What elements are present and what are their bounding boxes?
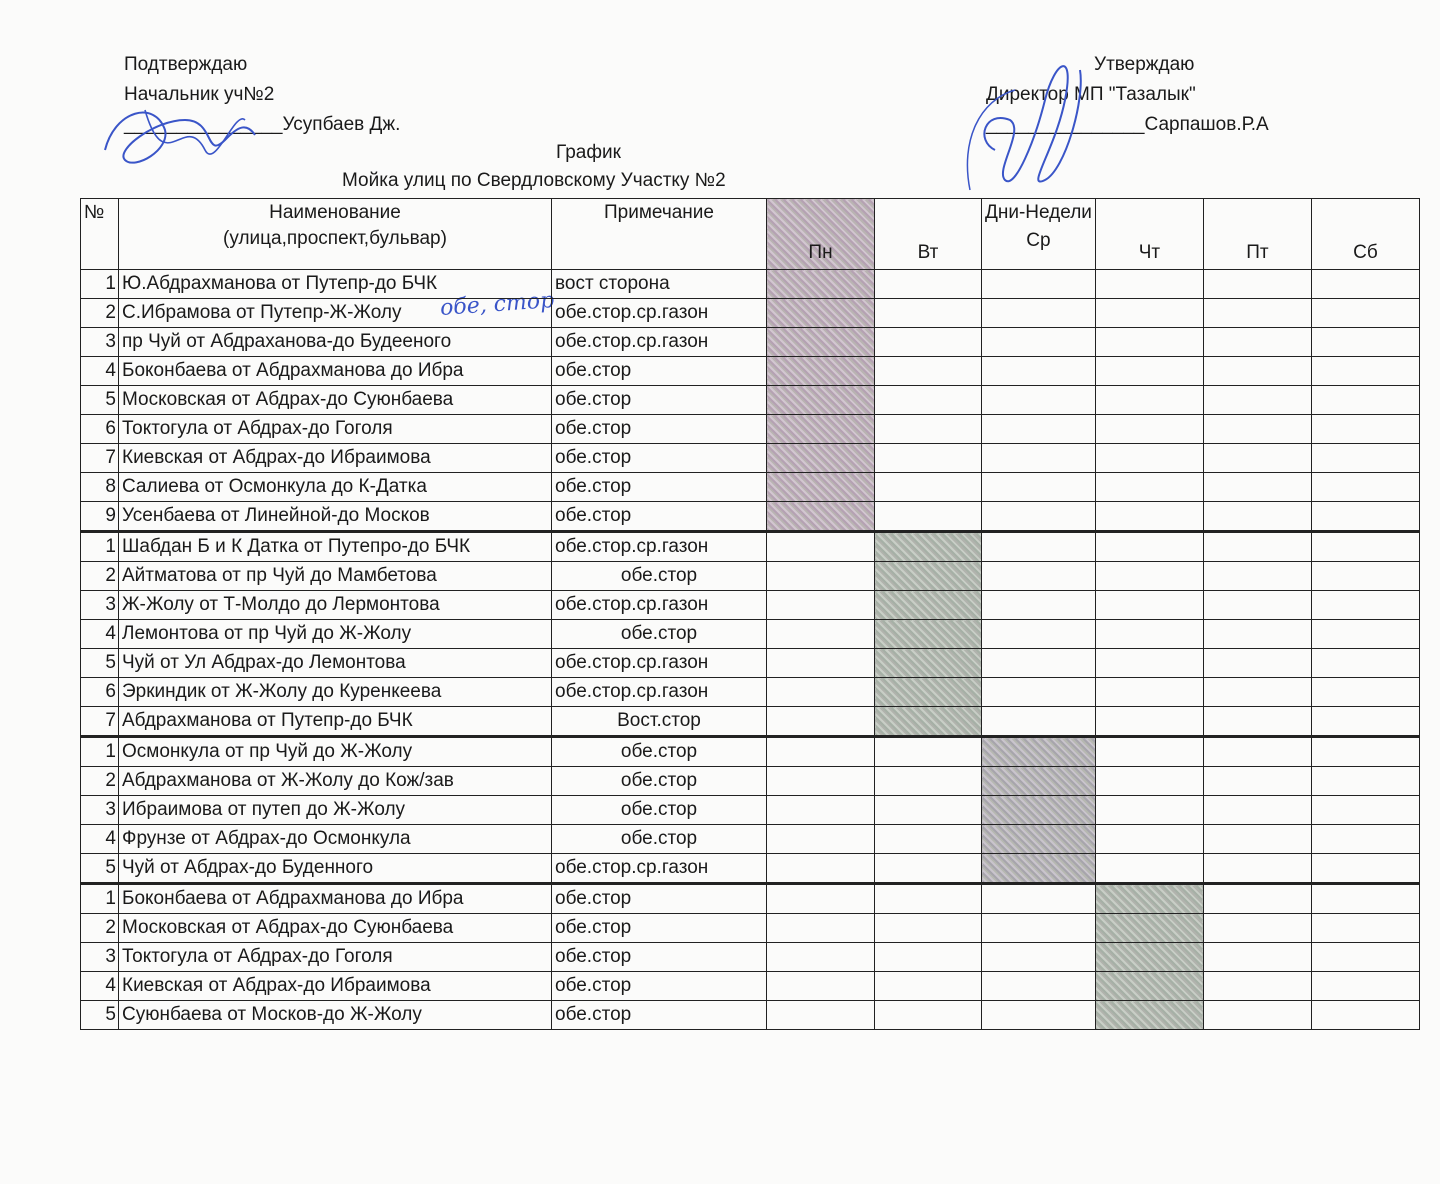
table-row: [81, 357, 1420, 386]
row-note: обе.стор: [552, 914, 767, 943]
row-number: 1: [81, 884, 119, 914]
handwritten-note: обе, стор: [439, 288, 555, 321]
row-number: 5: [81, 386, 119, 415]
day-cell: [1095, 473, 1203, 502]
day-cell: [982, 357, 1096, 386]
day-cell: [1203, 620, 1311, 649]
approval-left-line3: _______________Усупбаев Дж.: [124, 114, 401, 135]
row-number: 2: [81, 767, 119, 796]
street-name: Айтматова от пр Чуй до Мамбетова: [119, 562, 552, 591]
row-note: обе.стор: [552, 825, 767, 854]
street-name: Салиева от Осмонкула до К-Датка: [119, 473, 552, 502]
table-row: [81, 737, 1420, 767]
row-note: Вост.стор: [552, 707, 767, 737]
day-cell: [767, 562, 875, 591]
day-cell: [875, 415, 982, 444]
day-cell: [1203, 270, 1311, 299]
table-row: [81, 415, 1420, 444]
street-name: Ибраимова от путеп до Ж-Жолу: [119, 796, 552, 825]
days-of-week-label: Дни-Недели: [985, 202, 1092, 223]
day-cell: [875, 444, 982, 473]
row-number: 3: [81, 591, 119, 620]
day-cell: [1311, 386, 1419, 415]
row-number: 7: [81, 707, 119, 737]
col-name-header: Наименование (улица,проспект,бульвар): [119, 199, 552, 270]
signature-left: [95, 90, 295, 190]
row-note: обе.стор: [552, 415, 767, 444]
row-note: обе.стор: [552, 562, 767, 591]
day-cell: [1203, 532, 1311, 562]
row-number: 3: [81, 943, 119, 972]
table-row: [81, 328, 1420, 357]
table-row: [81, 943, 1420, 972]
day-cell: [1311, 767, 1419, 796]
day-cell: [1311, 707, 1419, 737]
day-cell-marked: [767, 473, 875, 502]
day-cell-marked: [767, 299, 875, 328]
approval-right-line3: _______________Сарпашов.Р.А: [986, 114, 1269, 135]
day-cell: [875, 914, 982, 943]
day-cell: [875, 386, 982, 415]
day-cell: [982, 270, 1096, 299]
approval-left-line2: Начальник уч№2: [124, 84, 275, 105]
day-cell: [875, 943, 982, 972]
day-cell: [1203, 767, 1311, 796]
day-cell: [1311, 532, 1419, 562]
table-row: [81, 914, 1420, 943]
day-cell: [767, 591, 875, 620]
day-cell: [1311, 825, 1419, 854]
street-name: Абдрахманова от Ж-Жолу до Кож/зав: [119, 767, 552, 796]
day-cell: [767, 737, 875, 767]
day-cell: [1203, 299, 1311, 328]
row-note: обе.стор.ср.газон: [552, 328, 767, 357]
signature-right: [955, 40, 1095, 200]
street-name: Эркиндик от Ж-Жолу до Куренкеева: [119, 678, 552, 707]
approval-right-line2: Директор МП "Тазалык": [986, 84, 1196, 105]
day-cell: [1095, 854, 1203, 884]
col-note-header: Примечание: [552, 199, 767, 270]
row-note: обе.стор.ср.газон: [552, 532, 767, 562]
day-cell: [1095, 415, 1203, 444]
street-name: Шабдан Б и К Датка от Путепро-до БЧК: [119, 532, 552, 562]
day-cell: [767, 854, 875, 884]
street-name: Суюнбаева от Москов-до Ж-Жолу: [119, 1001, 552, 1030]
day-cell: [1095, 707, 1203, 737]
day-cell: [875, 796, 982, 825]
day-cell: [1311, 473, 1419, 502]
street-name: Токтогула от Абдрах-до Гоголя: [119, 943, 552, 972]
day-cell: [982, 444, 1096, 473]
day-cell-marked: [767, 444, 875, 473]
day-cell: [1311, 737, 1419, 767]
row-note: обе.стор.ср.газон: [552, 854, 767, 884]
row-number: 1: [81, 532, 119, 562]
row-number: 5: [81, 649, 119, 678]
day-cell: [1203, 591, 1311, 620]
street-name: Киевская от Абдрах-до Ибраимова: [119, 972, 552, 1001]
row-note: обе.стор.ср.газон: [552, 678, 767, 707]
day-cell-marked: [875, 678, 982, 707]
street-name: Киевская от Абдрах-до Ибраимова: [119, 444, 552, 473]
row-note: обе.стор: [552, 972, 767, 1001]
day-cell: [1311, 620, 1419, 649]
day-cell: [875, 270, 982, 299]
row-note: обе.стор: [552, 1001, 767, 1030]
day-cell: [1095, 299, 1203, 328]
day-cell: [982, 415, 1096, 444]
day-header-thu: Чт: [1095, 199, 1203, 270]
day-cell-marked: [1095, 914, 1203, 943]
day-cell: [1095, 270, 1203, 299]
day-cell: [767, 884, 875, 914]
day-cell: [1095, 767, 1203, 796]
row-note: обе.стор: [552, 473, 767, 502]
day-cell-marked: [767, 328, 875, 357]
table-row: [81, 473, 1420, 502]
day-cell: [1203, 502, 1311, 532]
day-cell: [982, 943, 1096, 972]
schedule-table: [80, 198, 1420, 1030]
day-cell: [982, 1001, 1096, 1030]
day-cell-marked: [875, 562, 982, 591]
day-cell: [875, 328, 982, 357]
day-cell: [1203, 386, 1311, 415]
day-cell-marked: [1095, 1001, 1203, 1030]
street-name: Осмонкула от пр Чуй до Ж-Жолу: [119, 737, 552, 767]
day-cell: [1311, 444, 1419, 473]
day-cell-marked: [875, 591, 982, 620]
day-cell: [982, 386, 1096, 415]
day-cell: [982, 473, 1096, 502]
day-cell: [767, 620, 875, 649]
street-name: Боконбаева от Абдрахманова до Ибра: [119, 884, 552, 914]
table-row: [81, 649, 1420, 678]
day-cell-marked: [875, 707, 982, 737]
day-cell: [1311, 502, 1419, 532]
day-cell: [875, 854, 982, 884]
day-cell: [1095, 678, 1203, 707]
day-cell-marked: [982, 796, 1096, 825]
day-cell-marked: [875, 620, 982, 649]
day-header-mon: Пн: [767, 199, 875, 270]
day-cell: [1311, 299, 1419, 328]
street-name: Боконбаева от Абдрахманова до Ибра: [119, 357, 552, 386]
day-cell: [1203, 854, 1311, 884]
street-name: Московская от Абдрах-до Суюнбаева: [119, 386, 552, 415]
row-note: обе.стор: [552, 502, 767, 532]
approval-left-line1: Подтверждаю: [124, 54, 248, 75]
day-cell: [1203, 357, 1311, 386]
street-name: Московская от Абдрах-до Суюнбаева: [119, 914, 552, 943]
row-note: обе.стор: [552, 943, 767, 972]
day-cell-marked: [1095, 943, 1203, 972]
day-cell: [767, 767, 875, 796]
day-cell: [1311, 854, 1419, 884]
row-note: обе.стор: [552, 767, 767, 796]
day-header-wed: Дни-Недели Ср: [982, 199, 1096, 270]
table-row: [81, 678, 1420, 707]
row-number: 5: [81, 1001, 119, 1030]
table-row: [81, 796, 1420, 825]
day-cell: [982, 649, 1096, 678]
table-row: [81, 854, 1420, 884]
day-cell: [1311, 796, 1419, 825]
day-cell: [875, 357, 982, 386]
day-cell-marked: [767, 386, 875, 415]
row-note: обе.стор: [552, 444, 767, 473]
row-number: 5: [81, 854, 119, 884]
table-row: [81, 270, 1420, 299]
day-cell: [1203, 914, 1311, 943]
day-cell: [982, 620, 1096, 649]
day-cell: [1311, 649, 1419, 678]
day-cell: [1311, 357, 1419, 386]
day-cell: [875, 825, 982, 854]
day-cell: [1203, 737, 1311, 767]
day-cell: [1203, 444, 1311, 473]
day-cell: [1203, 1001, 1311, 1030]
table-row: [81, 767, 1420, 796]
street-name: Абдрахманова от Путепр-до БЧК: [119, 707, 552, 737]
day-cell: [982, 328, 1096, 357]
street-name: Токтогула от Абдрах-до Гоголя: [119, 415, 552, 444]
day-cell: [982, 591, 1096, 620]
row-number: 8: [81, 473, 119, 502]
day-cell: [982, 914, 1096, 943]
day-cell: [1203, 473, 1311, 502]
day-cell: [1311, 884, 1419, 914]
row-number: 2: [81, 562, 119, 591]
day-cell: [875, 473, 982, 502]
day-cell-marked: [982, 767, 1096, 796]
day-cell: [1095, 357, 1203, 386]
day-cell: [1203, 884, 1311, 914]
day-cell: [1311, 972, 1419, 1001]
approval-right-line1: Утверждаю: [1094, 54, 1195, 75]
day-cell: [1095, 444, 1203, 473]
day-cell: [875, 299, 982, 328]
day-cell: [1203, 415, 1311, 444]
row-number: 4: [81, 972, 119, 1001]
day-cell: [982, 502, 1096, 532]
street-name: Чуй от Ул Абдрах-до Лемонтова: [119, 649, 552, 678]
day-cell: [875, 884, 982, 914]
day-cell: [1095, 737, 1203, 767]
day-cell-marked: [875, 532, 982, 562]
day-cell: [767, 649, 875, 678]
row-number: 7: [81, 444, 119, 473]
day-cell: [982, 972, 1096, 1001]
day-cell: [982, 707, 1096, 737]
day-cell: [1203, 328, 1311, 357]
day-cell: [1203, 707, 1311, 737]
table-row: [81, 532, 1420, 562]
row-note: обе.стор.ср.газон: [552, 591, 767, 620]
street-name: пр Чуй от Абдраханова-до Будееного: [119, 328, 552, 357]
day-cell-marked: [767, 415, 875, 444]
table-row: [81, 825, 1420, 854]
street-name: С.Ибрамова от Путепр-Ж-Жолу: [119, 299, 552, 328]
day-cell: [875, 502, 982, 532]
day-cell: [1311, 415, 1419, 444]
street-name: Ж-Жолу от Т-Молдо до Лермонтова: [119, 591, 552, 620]
day-cell: [1203, 972, 1311, 1001]
day-cell: [982, 532, 1096, 562]
day-cell: [1311, 914, 1419, 943]
row-note: обе.стор: [552, 357, 767, 386]
day-cell: [1203, 825, 1311, 854]
day-cell: [875, 737, 982, 767]
row-note: обе.стор.ср.газон: [552, 649, 767, 678]
day-cell: [875, 1001, 982, 1030]
table-row: [81, 884, 1420, 914]
day-cell: [767, 914, 875, 943]
day-cell: [1311, 591, 1419, 620]
day-cell: [767, 678, 875, 707]
day-cell: [875, 972, 982, 1001]
table-row: [81, 386, 1420, 415]
day-cell: [1095, 532, 1203, 562]
row-number: 6: [81, 415, 119, 444]
day-cell: [1095, 620, 1203, 649]
day-cell: [1095, 796, 1203, 825]
day-cell: [1311, 678, 1419, 707]
day-cell: [767, 972, 875, 1001]
row-number: 3: [81, 796, 119, 825]
day-cell: [1203, 678, 1311, 707]
table-row: [81, 444, 1420, 473]
day-cell: [1095, 591, 1203, 620]
day-cell: [767, 796, 875, 825]
doc-subtitle: Мойка улиц по Свердловскому Участку №2: [342, 170, 726, 191]
street-name: Ю.Абдрахманова от Путепр-до БЧК: [119, 270, 552, 299]
row-number: 6: [81, 678, 119, 707]
row-number: 3: [81, 328, 119, 357]
street-name: Чуй от Абдрах-до Буденного: [119, 854, 552, 884]
table-row: [81, 1001, 1420, 1030]
day-cell: [1311, 562, 1419, 591]
day-cell: [982, 678, 1096, 707]
table-row: [81, 591, 1420, 620]
row-number: 4: [81, 620, 119, 649]
day-cell-marked: [875, 649, 982, 678]
street-name: Лемонтова от пр Чуй до Ж-Жолу: [119, 620, 552, 649]
row-number: 4: [81, 825, 119, 854]
day-cell: [1095, 825, 1203, 854]
day-cell-marked: [767, 270, 875, 299]
day-cell: [1095, 386, 1203, 415]
row-number: 2: [81, 299, 119, 328]
table-row: [81, 620, 1420, 649]
day-cell-marked: [767, 357, 875, 386]
day-cell-marked: [767, 502, 875, 532]
day-cell: [1203, 943, 1311, 972]
day-cell: [1203, 562, 1311, 591]
day-cell: [1095, 649, 1203, 678]
table-header-row: [81, 199, 1420, 270]
day-cell: [982, 299, 1096, 328]
row-number: 9: [81, 502, 119, 532]
row-note: обе.стор: [552, 884, 767, 914]
table-row: [81, 299, 1420, 328]
day-cell: [767, 943, 875, 972]
table-row: [81, 707, 1420, 737]
day-cell: [1311, 943, 1419, 972]
day-cell: [767, 825, 875, 854]
street-name: Фрунзе от Абдрах-до Осмонкула: [119, 825, 552, 854]
day-cell: [875, 767, 982, 796]
day-header-sat: Сб: [1311, 199, 1419, 270]
row-number: 2: [81, 914, 119, 943]
row-note: обе.стор.ср.газон: [552, 299, 767, 328]
day-cell: [767, 532, 875, 562]
day-cell: [982, 562, 1096, 591]
day-header-tue: Вт: [875, 199, 982, 270]
table-row: [81, 502, 1420, 532]
day-cell: [982, 884, 1096, 914]
day-cell: [1203, 796, 1311, 825]
doc-title: График: [556, 142, 621, 163]
row-number: 1: [81, 270, 119, 299]
row-number: 1: [81, 737, 119, 767]
row-number: 4: [81, 357, 119, 386]
row-note: обе.стор: [552, 386, 767, 415]
day-cell-marked: [1095, 884, 1203, 914]
row-note: обе.стор: [552, 737, 767, 767]
day-cell: [767, 707, 875, 737]
day-cell: [1311, 1001, 1419, 1030]
day-cell: [1203, 649, 1311, 678]
day-cell-marked: [982, 854, 1096, 884]
col-num-header: №: [81, 199, 119, 270]
day-cell-marked: [982, 737, 1096, 767]
day-cell: [1095, 328, 1203, 357]
row-note: обе.стор: [552, 620, 767, 649]
day-cell: [767, 1001, 875, 1030]
day-header-fri: Пт: [1203, 199, 1311, 270]
table-row: [81, 562, 1420, 591]
day-cell-marked: [982, 825, 1096, 854]
day-cell: [1095, 562, 1203, 591]
table-row: [81, 972, 1420, 1001]
day-cell: [1311, 328, 1419, 357]
row-note: вост сторона: [552, 270, 767, 299]
row-note: обе.стор: [552, 796, 767, 825]
day-cell: [1311, 270, 1419, 299]
day-cell: [1095, 502, 1203, 532]
street-name: Усенбаева от Линейной-до Москов: [119, 502, 552, 532]
day-cell-marked: [1095, 972, 1203, 1001]
